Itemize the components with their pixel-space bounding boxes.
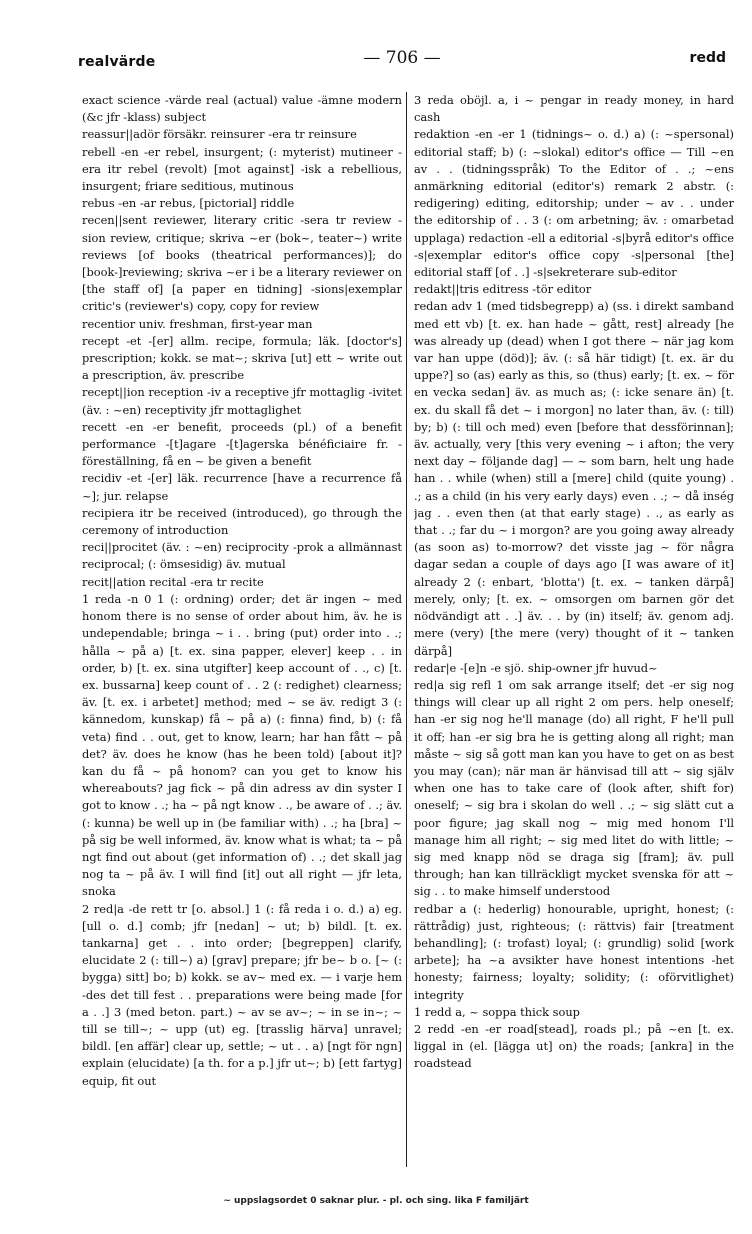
header-left-guideword: realvärde: [78, 54, 156, 70]
entry: recett -en -er benefit, proceeds (pl.) of a benefit performance -[t]agare -[t]agerska bénéficiaire fr. -föreställning, få en ~ be given a benefit: [82, 419, 402, 469]
entry: 2 red|a -de rett tr [o. absol.] 1 (: få reda i o. d.) a) eg. [ull o. d.] comb; jfr [nedan] ~ ut; b) bildl. [t. ex. tankarna] get . . into order; [begreppen] clarify, elucidate 2 (: till~) a) [grav] prepare; jfr be~ b o. [~ (: bygga) sitt] bo; b) kokk. se av~ med ex. — i varje hem -des det till fest . . preparations were being made [for a . .] 3 (med beton. part.) ~ av se av~; ~ in se in~; ~ till se till~; ~ upp (ut) eg. [trasslig härva] unravel; bildl. [en affär] clear up, settle; ~ ut . . a) [ngt för ngn] explain (elucidate) [a th. for a p.] jfr ut~; b) [ett fartyg] equip, fit out: [82, 901, 402, 1088]
entry: recentior univ. freshman, first-year man: [82, 316, 313, 331]
entry: redan adv 1 (med tidsbegrepp) a) (ss. i direkt samband med ett vb) [t. ex. han hade ~ gått, rest] already [he was already up (dead) when I got there ~ när jag kom var han uppe (död)]; äv. (: så här tidigt) [t. ex. är du uppe?] so (as) early as this, so (thus) early; [t. ex. ~ för en vecka sedan] äv. as much as; (: icke senare än) [t. ex. du skall få det ~ i morgon] no later than, äv. (: till) by; b) (: till och med) even [before that dessförinnan]; äv. actually, very [this very evening ~ i afton; the very next day ~ följande dag] — ~ som barn, helt ung hade han . . while (when) still a [mere] child (quite young) . .; as a child (in his very early days) even . .; ~ då inség jag . . even then (at that early stage) . ., as early as that . .; far du ~ i morgon? are you going away already (as soon as) to-morrow? det visste jag ~ för några dagar sedan a couple of days ago [I was aware of it] already 2 (: enbart, 'blotta') [t. ex. ~ tanken därpå] merely, only; [t. ex. ~ omsorgen om barnen gör det nödvändigt att . .] äv. . . by (in) itself; äv. genom adj. mere (very) [the mere (very) thought of it ~ tanken därpå]: [414, 299, 734, 658]
entry: reci||procitet (äv. : ~en) reciprocity -prok a allmännast reciprocal; (: ömsesidig) äv. mutual: [82, 540, 402, 572]
entry: redar|e -[e]n -e sjö. ship-owner jfr huvud~: [414, 660, 658, 675]
left-column: [82, 92, 402, 1167]
entry: rebell -en -er rebel, insurgent; (: myterist) mutineer -era itr rebel (revolt) [mot against] -isk a rebellious, insurgent; friare seditious, mutinous: [82, 144, 402, 194]
entry: recen||sent reviewer, literary critic -sera tr review -sion review, critique; skriva ~er (bok~, teater~) write reviews [of books (theatrical performances)]; do [book-]reviewing; skriva ~er i be a literary reviewer on [the staff of] [a paper en tidning] -sions|exemplar critic's (reviewer's) copy, copy for review: [82, 213, 402, 314]
entry: recidiv -et -[er] läk. recurrence [have a recurrence få ~]; jur. relapse: [82, 471, 402, 503]
entry: 3 reda oböjl. a, i ~ pengar in ready money, in hard cash: [414, 93, 734, 125]
entry: reassur||adör försäkr. reinsurer -era tr reinsure: [82, 127, 357, 142]
entry: rebus -en -ar rebus, [pictorial] riddle: [82, 196, 295, 211]
entry: 2 redd -en -er road[stead], roads pl.; på ~en [t. ex. liggal in (el. [lägga ut] on) the roads; [ankra] in the roadstead: [414, 1021, 734, 1071]
entry: recipiera itr be received (introduced), go through the ceremony of introduction: [82, 505, 402, 538]
entry: redbar a (: hederlig) honourable, upright, honest; (: rättrådig) just, righteous; (: rättvis) fair [treatment behandling]; (: trofast) loyal; (: grundlig) solid [work arbete]; ha ~a avsikter have honest intentions -het honesty; fairness; loyalty; solidity; (: oförvitlighet) integrity: [414, 901, 734, 1002]
entry: red|a sig refl 1 om sak arrange itself; det -er sig nog things will clear up all right 2 om pers. help oneself; han -er sig nog he'll manage (do) all right, F he'll pull it off; han -er sig bra he is getting along all right; man måste ~ sig så gott man kan you have to get on as best you may (can); när man är hänvisad till att ~ sig själv when one has to take care of (look after, shift for) oneself; ~ sig bra i skolan do well . .; ~ sig slätt cut a poor figure; jag skall nog ~ mig med honom I'll manage him all right; ~ sig med litet do with little; ~ sig med knapp nöd se draga sig [fram]; äv. pull through; han kan tillräckligt mycket svenska för att ~ sig . . to make himself understood: [414, 677, 734, 899]
header-right-guideword: redd: [689, 50, 726, 66]
entry: 1 redd a, ~ soppa thick soup: [414, 1004, 580, 1019]
entry: recept||ion reception -iv a receptive jfr mottaglig -ivitet (äv. : ~en) receptivity jfr mottaglighet: [82, 385, 402, 417]
entry: recit||ation recital -era tr recite: [82, 574, 264, 589]
right-column: [414, 92, 734, 1167]
column-divider: [406, 92, 407, 1167]
entry: 1 reda -n 0 1 (: ordning) order; det är ingen ~ med honom there is no sense of order about him, äv. he is undependable; bringa ~ i . . bring (put) order into . .; hålla ~ på a) [t. ex. sina papper, elever] keep . . in order, b) [t. ex. sina utgifter] keep account of . ., c) [t. ex. bussarna] keep count of . . 2 (: redighet) clearness; äv. [t. ex. i arbetet] method; med ~ se äv. redigt 3 (: kännedom, kunskap) få ~ på a) (: finna) find, b) (: få veta) find . . out, get to know, learn; har han fått ~ på det? äv. does he know (has he been told) [about it]? kan du få ~ på honom? can you get to know his whereabouts? jag fick ~ på din adress av din syster I got to know . .; ha ~ på ngt know . ., be aware of . .; äv. (: kunna) be well up in (be familiar with) . .; ha [bra] ~ på sig be well informed, äv. know what is what; ta ~ på ngt find out about (get information of) . .; det skall jag nog ta ~ på äv. I will find [it] out all right — jfr leta, snoka: [82, 591, 402, 899]
entry: redakt||tris editress -tör editor: [414, 282, 592, 297]
page-header: [78, 46, 726, 76]
entry: redaktion -en -er 1 (tidnings~ o. d.) a) (: ~spersonal) editorial staff; b) (: ~slokal) editor's office — Till ~en av . . (tidningsspråk) To the Editor of . .; ~ens anmärkning editorial (editor's) remark 2 abstr. (: redigering) editing, editorship; under ~ av . . under the editorship of . . 3 (: om arbetning; äv. : omarbetad upplaga) redaction -ell a editorial -s|byrå editor's office -s|exemplar editor's office copy -s|personal [the] editorial staff [of . .] -s|sekreterare sub-editor: [414, 127, 734, 280]
footer-legend: ~ uppslagsordet 0 saknar plur. - pl. och sing. lika F familjärt: [223, 1196, 529, 1206]
entry: exact science -värde real (actual) value -ämne modern (&c jfr -klass) subject: [82, 93, 402, 125]
entry: recept -et -[er] allm. recipe, formula; läk. [doctor's] prescription; kokk. se mat~; skriva [ut] ett ~ write out a prescription, äv. prescribe: [82, 333, 402, 383]
page-number: — 706 —: [363, 48, 441, 68]
